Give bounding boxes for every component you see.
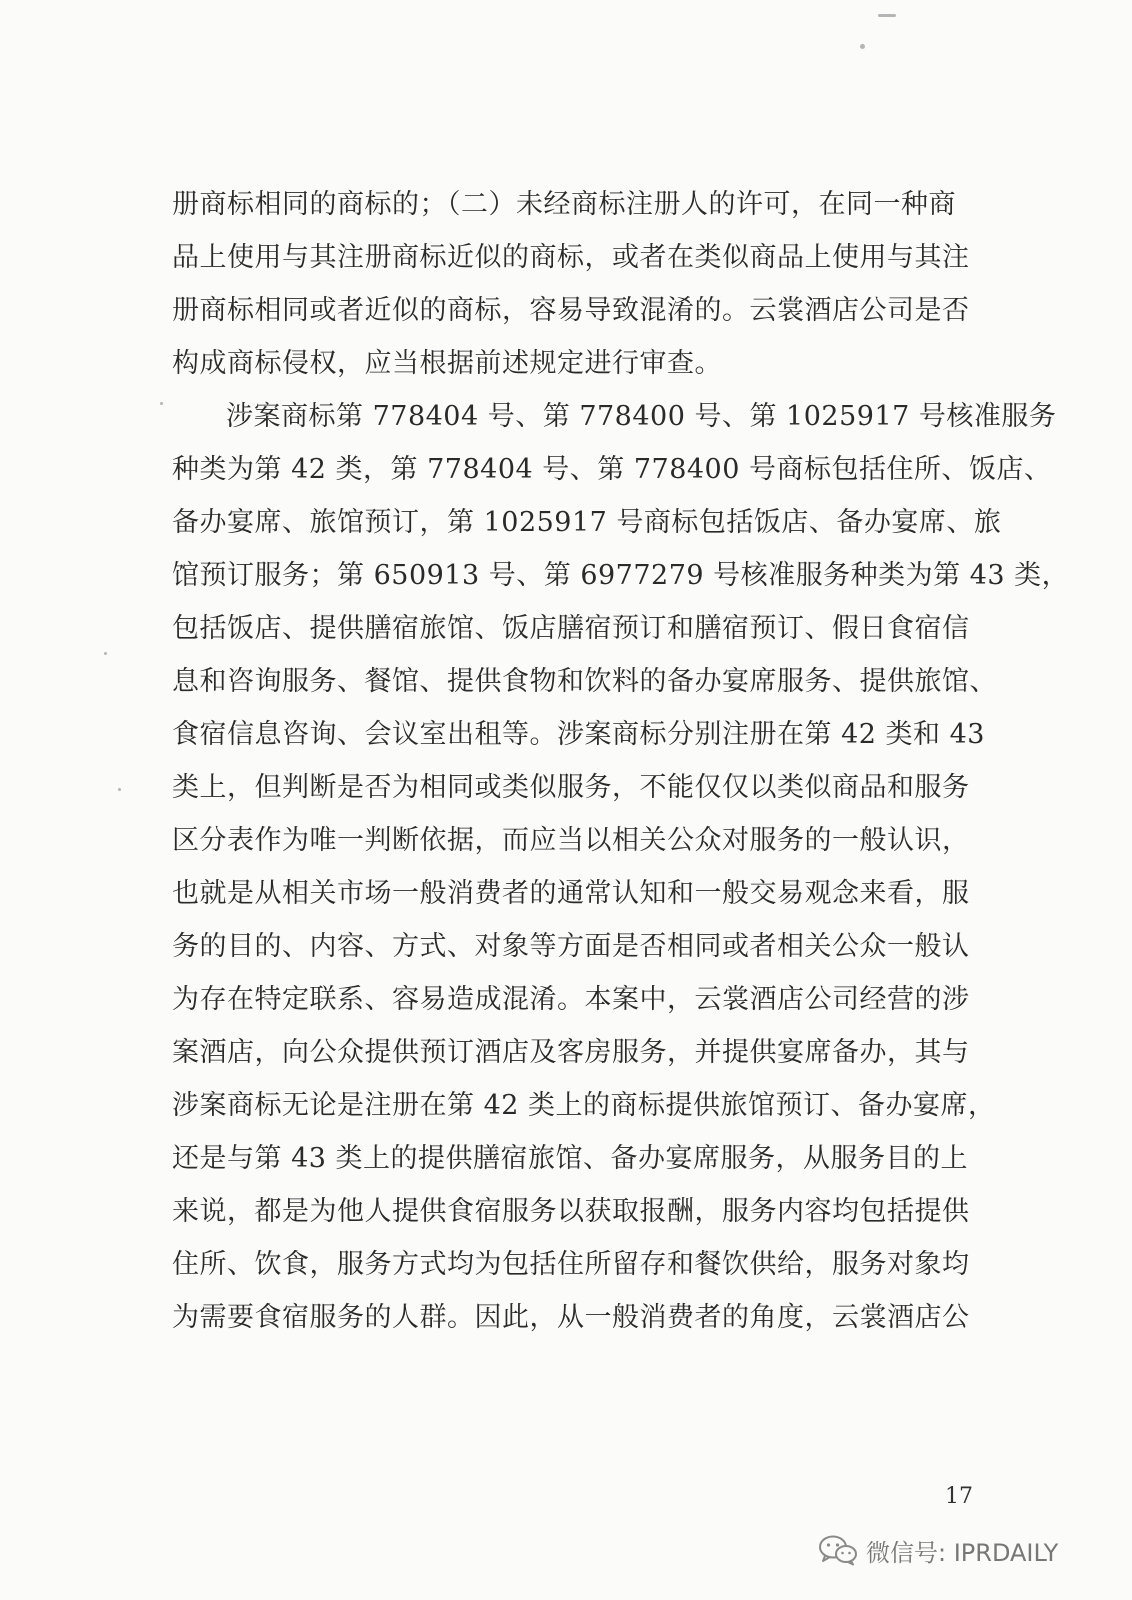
text-line: 涉案商标无论是注册在第 42 类上的商标提供旅馆预订、备办宴席， bbox=[172, 1090, 996, 1121]
text-line: 息和咨询服务、餐馆、提供食物和饮料的备办宴席服务、提供旅馆、 bbox=[172, 666, 997, 697]
scan-speck bbox=[104, 652, 107, 655]
text-line: 还是与第 43 类上的提供膳宿旅馆、备办宴席服务，从服务目的上 bbox=[172, 1143, 969, 1174]
text-line: 为存在特定联系、容易造成混淆。本案中，云裳酒店公司经营的涉 bbox=[172, 984, 970, 1015]
scan-speck bbox=[118, 788, 121, 791]
text-line: 为需要食宿服务的人群。因此，从一般消费者的角度，云裳酒店公 bbox=[172, 1302, 970, 1333]
paragraph-1 bbox=[172, 178, 972, 390]
text-line: 册商标相同或者近似的商标，容易导致混淆的。云裳酒店公司是否 bbox=[172, 295, 970, 326]
text-line: 册商标相同的商标的；（二）未经商标注册人的许可，在同一种商 bbox=[172, 189, 956, 220]
text-line: 来说，都是为他人提供食宿服务以获取报酬，服务内容均包括提供 bbox=[172, 1196, 970, 1227]
text-line: 涉案商标第 778404 号、第 778400 号、第 1025917 号核准服务 bbox=[226, 401, 1057, 432]
scan-speck bbox=[878, 14, 896, 17]
watermark bbox=[818, 1528, 1058, 1572]
text-line: 馆预订服务；第 650913 号、第 6977279 号核准服务种类为第 43 类， bbox=[172, 560, 1070, 591]
text-line: 备办宴席、旅馆预订，第 1025917 号商标包括饭店、备办宴席、旅 bbox=[172, 507, 1002, 538]
scan-speck bbox=[160, 402, 163, 405]
text-line: 住所、饮食，服务方式均为包括住所留存和餐饮供给，服务对象均 bbox=[172, 1249, 970, 1280]
text-line: 食宿信息咨询、会议室出租等。涉案商标分别注册在第 42 类和 43 bbox=[172, 719, 985, 750]
paragraph-2 bbox=[172, 390, 1070, 1344]
page-number: 17 bbox=[945, 1484, 973, 1509]
watermark-text: 微信号: IPRDAILY bbox=[866, 1538, 1059, 1567]
body-text bbox=[172, 178, 1070, 1344]
text-line: 包括饭店、提供膳宿旅馆、饭店膳宿预订和膳宿预订、假日食宿信 bbox=[172, 613, 970, 644]
text-line: 品上使用与其注册商标近似的商标，或者在类似商品上使用与其注 bbox=[172, 242, 970, 273]
text-line: 案酒店，向公众提供预订酒店及客房服务，并提供宴席备办，其与 bbox=[172, 1037, 970, 1068]
text-line: 构成商标侵权，应当根据前述规定进行审查。 bbox=[172, 348, 722, 379]
text-line: 区分表作为唯一判断依据，而应当以相关公众对服务的一般认识， bbox=[172, 825, 970, 856]
text-line: 务的目的、内容、方式、对象等方面是否相同或者相关公众一般认 bbox=[172, 931, 970, 962]
wechat-icon bbox=[818, 1534, 858, 1566]
text-line: 也就是从相关市场一般消费者的通常认知和一般交易观念来看，服 bbox=[172, 878, 970, 909]
text-line: 类上，但判断是否为相同或类似服务，不能仅仅以类似商品和服务 bbox=[172, 772, 970, 803]
scan-speck bbox=[860, 44, 865, 49]
text-line: 种类为第 42 类，第 778404 号、第 778400 号商标包括住所、饭店、 bbox=[172, 454, 1052, 485]
